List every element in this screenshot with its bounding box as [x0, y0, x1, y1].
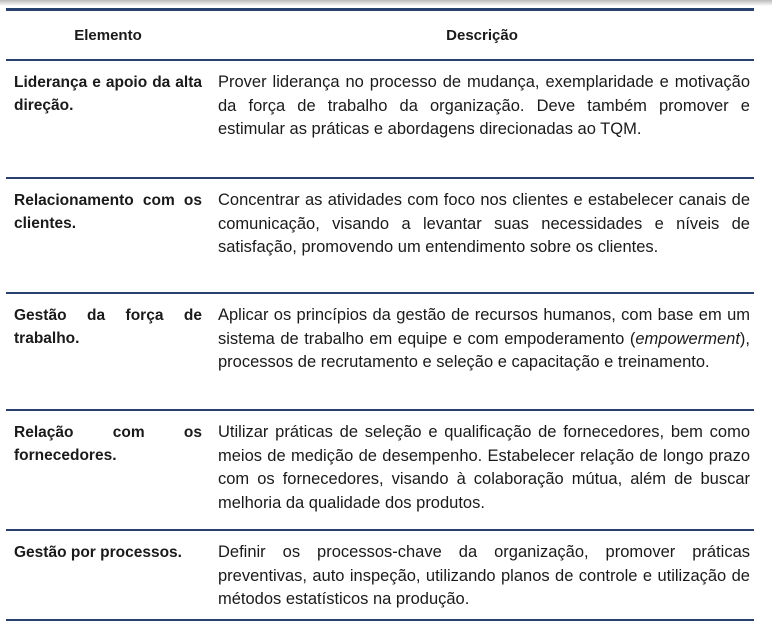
header-description: Descrição [446, 26, 518, 44]
description-part: ), processos de recrutamento e seleção e capacitação e treinamento. [218, 329, 750, 371]
row-description: Prover liderança no processo de mudança, exemplaridade e motivação da força de trabalho da organização. Deve também promover e estimular as práticas e abordagens direcionadas ao TQM. [218, 73, 750, 138]
tqm-elements-table [6, 8, 754, 621]
row-element: Relacionamento com os clientes. [14, 192, 202, 232]
row-description: Utilizar práticas de seleção e qualificação de fornecedores, bem como meios de medição de desempenho. Estabelecer relação de longo prazo com os fornecedores, visando à colaboração mútua, além de buscar melhoria da qualidade dos produtos. [218, 423, 750, 512]
table-row [6, 409, 754, 529]
row-description: Definir os processos-chave da organização, promover práticas preventivas, auto inspeção, utilizando planos de controle e utilização de métodos estatísticos na produção. [218, 543, 750, 608]
table-row [6, 177, 754, 292]
row-element: Gestão da força de trabalho. [14, 307, 202, 347]
table-row [6, 292, 754, 409]
table-row [6, 59, 754, 177]
description-italic-term: empowerment [635, 329, 740, 348]
row-description [210, 294, 754, 409]
header-element: Elemento [74, 26, 142, 44]
row-element: Gestão por processos. [14, 544, 182, 561]
row-element: Relação com os fornecedores. [14, 424, 202, 464]
row-description: Concentrar as atividades com foco nos clientes e estabelecer canais de comunicação, visando a levantar suas necessidades e níveis de satisfação, promovendo um entendimento sobre os clientes. [218, 191, 750, 256]
page-top-shadow [0, 0, 772, 6]
description-part: Aplicar os princípios da gestão de recursos humanos, com base em um sistema de trabalho em equipe e com empoderamento ( [218, 306, 750, 348]
row-element: Liderança e apoio da alta direção. [14, 74, 202, 114]
table-row [6, 529, 754, 621]
table-header-row [6, 11, 754, 59]
